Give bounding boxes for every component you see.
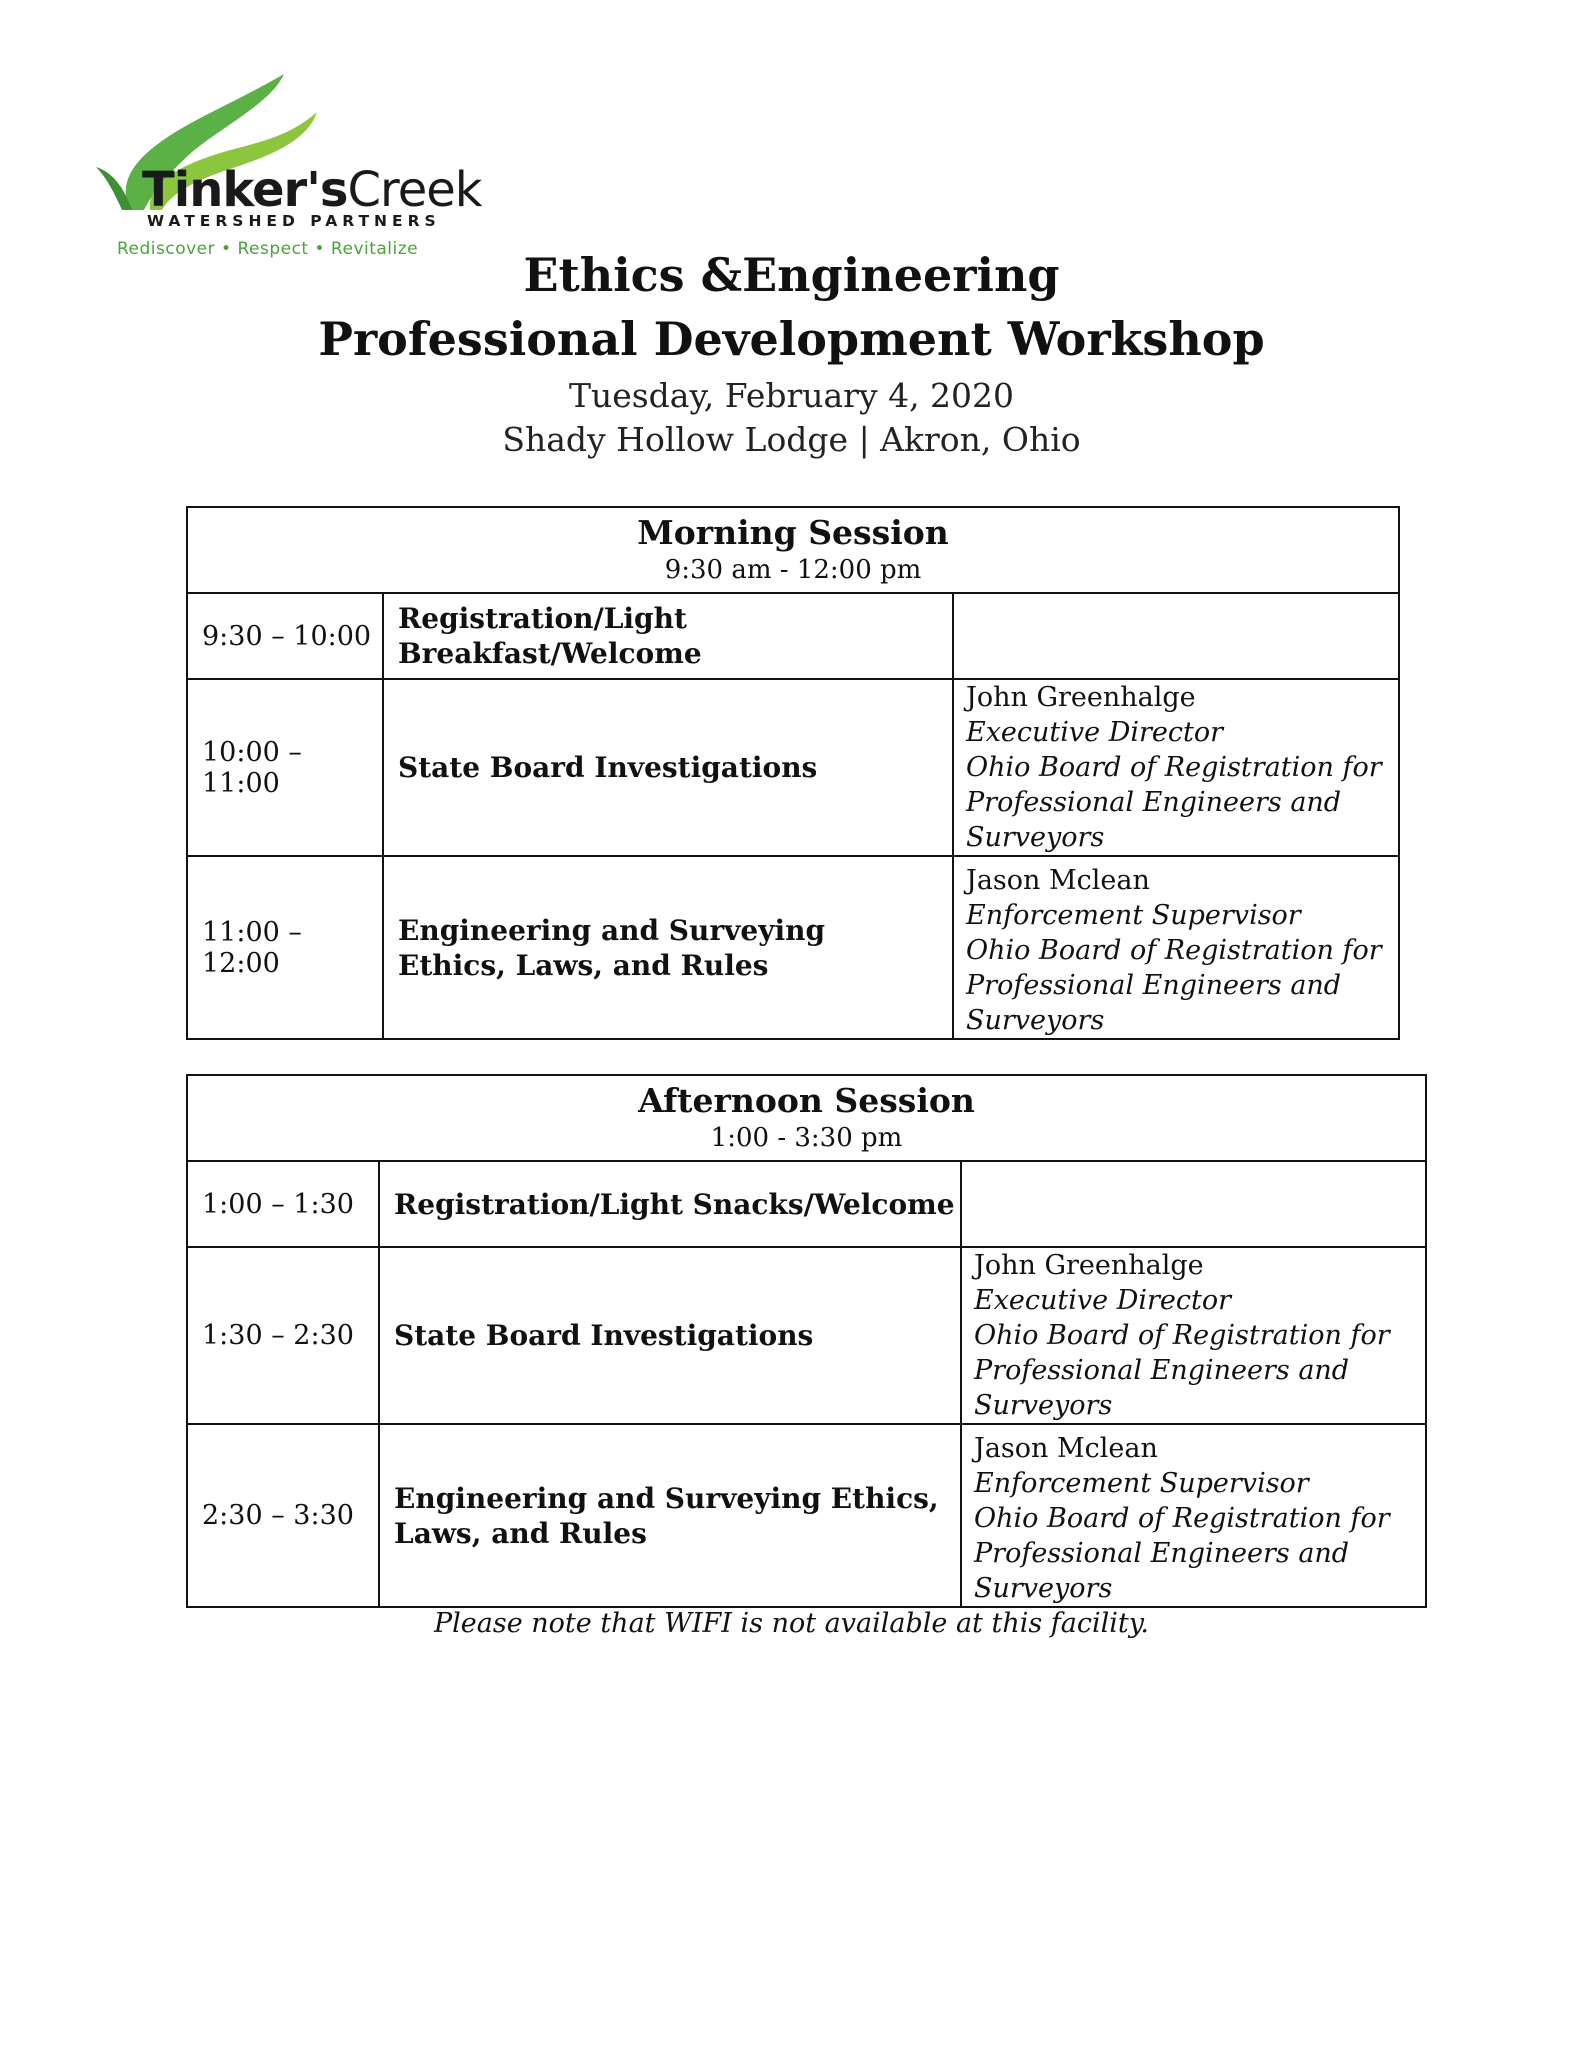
speaker-org: Ohio Board of Registration for xyxy=(974,1503,1390,1534)
speaker-name: Jason Mclean xyxy=(966,865,1150,896)
row-speaker xyxy=(953,856,1399,1039)
session-name: Morning Session xyxy=(637,513,949,552)
footer-note: Please note that WIFI is not available at this facility. xyxy=(433,1608,1150,1639)
logo-tagline: Rediscover • Respect • Revitalize xyxy=(117,239,419,259)
session-header xyxy=(187,1075,1426,1161)
session-name: Afternoon Session xyxy=(638,1081,975,1120)
speaker-org: Ohio Board of Registration for xyxy=(966,935,1382,966)
row-time: 10:00 – 11:00 xyxy=(187,679,383,856)
table-row xyxy=(187,1247,1426,1424)
logo-subtitle: WATERSHED PARTNERS xyxy=(147,212,441,230)
row-speaker xyxy=(961,1161,1426,1247)
row-topic: State Board Investigations xyxy=(383,679,953,856)
speaker-org: Professional Engineers and Surveyors xyxy=(974,1355,1350,1421)
speaker-role: Enforcement Supervisor xyxy=(974,1468,1309,1499)
row-speaker xyxy=(953,593,1399,679)
table-row xyxy=(187,1424,1426,1607)
session-time: 9:30 am - 12:00 pm xyxy=(664,555,922,585)
table-row xyxy=(187,856,1399,1039)
row-time: 1:30 – 2:30 xyxy=(187,1247,379,1424)
table-row xyxy=(187,1161,1426,1247)
page-title-line2: Professional Development Workshop xyxy=(318,312,1265,366)
speaker-org: Ohio Board of Registration for xyxy=(974,1320,1390,1351)
event-date: Tuesday, February 4, 2020 xyxy=(568,376,1015,415)
row-speaker xyxy=(953,679,1399,856)
speaker-name: John Greenhalge xyxy=(966,682,1196,713)
row-topic: State Board Investigations xyxy=(379,1247,961,1424)
row-time: 11:00 – 12:00 xyxy=(187,856,383,1039)
session-time: 1:00 - 3:30 pm xyxy=(710,1123,903,1153)
row-speaker xyxy=(961,1424,1426,1607)
speaker-role: Executive Director xyxy=(966,717,1224,748)
row-topic xyxy=(383,856,953,1039)
event-location: Shady Hollow Lodge | Akron, Ohio xyxy=(502,420,1081,459)
speaker-org: Professional Engineers and Surveyors xyxy=(966,787,1342,853)
table-row xyxy=(187,679,1399,856)
row-topic-text: Engineering and Surveying Ethics, Laws, and Rules xyxy=(398,913,826,982)
speaker-role: Enforcement Supervisor xyxy=(966,900,1301,931)
speaker-name: Jason Mclean xyxy=(974,1433,1158,1464)
row-topic xyxy=(379,1424,961,1607)
tinkers-creek-logo xyxy=(92,72,482,272)
table-row xyxy=(187,593,1399,679)
morning-session-table xyxy=(186,506,1400,1040)
speaker-org: Professional Engineers and Surveyors xyxy=(966,970,1342,1036)
speaker-org: Ohio Board of Registration for xyxy=(966,752,1382,783)
page-title-line1: Ethics &Engineering xyxy=(523,248,1060,302)
row-topic: Registration/Light Breakfast/Welcome xyxy=(383,593,953,679)
row-topic: Registration/Light Snacks/Welcome xyxy=(379,1161,961,1247)
row-time: 2:30 – 3:30 xyxy=(187,1424,379,1607)
speaker-org: Professional Engineers and Surveyors xyxy=(974,1538,1350,1604)
row-topic-text: Engineering and Surveying Ethics, Laws, and Rules xyxy=(394,1481,939,1550)
speaker-name: John Greenhalge xyxy=(974,1250,1204,1281)
afternoon-session-table xyxy=(186,1074,1427,1608)
row-time: 1:00 – 1:30 xyxy=(187,1161,379,1247)
speaker-role: Executive Director xyxy=(974,1285,1232,1316)
row-time: 9:30 – 10:00 xyxy=(187,593,383,679)
session-header xyxy=(187,507,1399,593)
logo-wordmark: Tinker'sCreek xyxy=(142,162,482,218)
row-speaker xyxy=(961,1247,1426,1424)
